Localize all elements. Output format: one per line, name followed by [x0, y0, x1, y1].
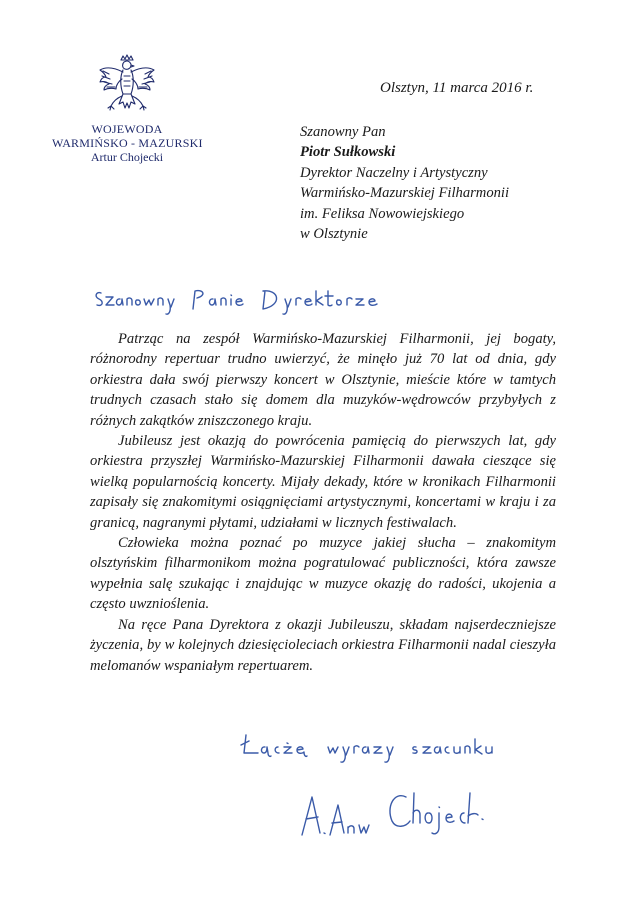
handwritten-signature — [298, 783, 498, 843]
handwritten-closing — [240, 727, 530, 767]
addressee-line3: im. Feliksa Nowowiejskiego — [300, 205, 465, 222]
letter-body — [90, 329, 556, 676]
office-title-line1: WOJEWODA — [91, 122, 163, 136]
body-paragraph: Na ręce Pana Dyrektora z okazji Jubileuszu, składam najserdeczniejsze życzenia, by w kolejnych dziesięcioleciach orkiestra Filharmonii nadal cieszyła melomanów wspaniałym repertuarem. — [90, 616, 556, 674]
office-holder-name: Artur Chojecki — [90, 150, 164, 164]
addressee-greeting: Szanowny Pan — [300, 124, 386, 140]
polish-eagle-icon — [95, 54, 159, 122]
body-paragraph: Jubileusz jest okazją do powrócenia pamięcią do pierwszych lat, gdy orkiestra przyszłej Warmińsko-Mazurskiej Filharmonii dawała cieszące się wielką popularnością koncerty. Mijały dekady, które w kronikach Filharmonii zapisały się znakomitymi osiągnięciami artystycznymi, koncertami w kraju i za granicą, nagranymi płytami, udziałami w licznych festiwalach. — [90, 433, 556, 531]
addressee-line1: Dyrektor Naczelny i Artystyczny — [300, 164, 488, 181]
office-title-line2: WARMIŃSKO - MAZURSKI — [52, 136, 203, 150]
addressee-line2: Warmińsko-Mazurskiej Filharmonii — [300, 185, 510, 202]
body-paragraph: Patrząc na zespół Warmińsko-Mazurskiej Filharmonii, jej bogaty, różnorodny repertuar trudno uwierzyć, że minęło już 70 lat od dnia, gdy orkiestra dała swój pierwszy koncert w Olsztynie, mieście które w tamtych trudnych czasach stało się domem dla muzyków-wędrowców przybyłych z różnych zakątków zniszczonego kraju. — [90, 331, 556, 429]
addressee-name: Piotr Sułkowski — [300, 144, 396, 161]
letter-date: Olsztyn, 11 marca 2016 r. — [380, 80, 534, 96]
handwritten-salutation — [93, 283, 403, 319]
addressee-block — [300, 122, 509, 244]
addressee-line4: w Olsztynie — [300, 226, 368, 243]
body-paragraph: Człowieka można poznać po muzyce jakiej słucha – znakomitym olsztyńskim filharmonikom można pogratulować publiczności, która zawsze wypełnia salę szukając i znajdując w muzyce okazję do radości, ukojenia a często uwznioślenia. — [90, 535, 556, 613]
letterhead — [52, 54, 202, 164]
